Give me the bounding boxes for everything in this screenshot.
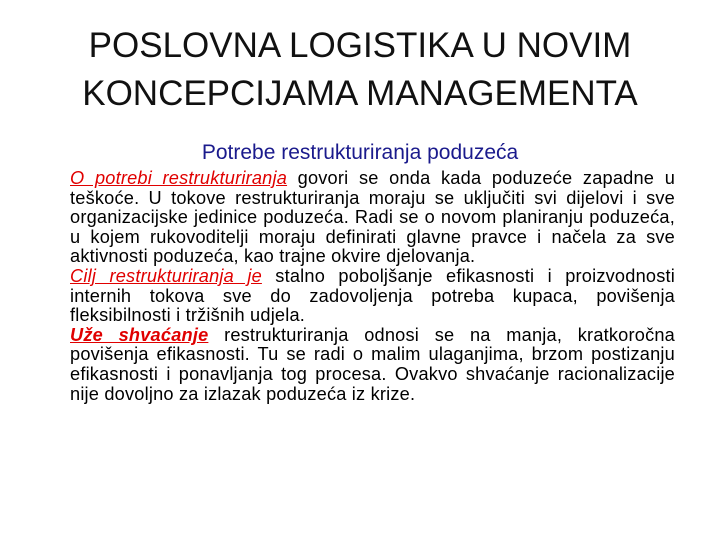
title-line-1: POSLOVNA LOGISTIKA U NOVIM bbox=[88, 26, 632, 65]
paragraph-1-text: govori se onda kada poduzeće zapadne u teškoće. U tokove restrukturiranja moraju se uključiti svi dijelovi i sve organizacijske jedinice poduzeća. Radi se o novom planiranju poduzeća, u kojem rukovoditelji moraju definirati glavne pravce i načela za sve aktivnosti poduzeća, kao trajne okvire djelovanja. bbox=[70, 168, 676, 267]
paragraph-2-text: stalno poboljšanje efikasnosti i proizvodnosti internih tokova sve do zadovoljenja potreba kupaca, povišenja fleksibilnosti i tržišnih udjela. bbox=[70, 265, 675, 326]
paragraph-1-lead: O potrebi restrukturiranja bbox=[70, 168, 288, 188]
paragraph-3-text: restrukturiranja odnosi se na manja, kratkoročna povišenja efikasnosti. Tu se radi o malim ulaganjima, brzom postizanju efikasnosti i ponavljanja tog procesa. Ovakvo shvaćanje racionalizacije nije dovoljno za izlazak poduzeća iz krize. bbox=[70, 324, 675, 404]
slide-body bbox=[70, 169, 675, 404]
paragraph-2 bbox=[70, 267, 675, 326]
slide-title bbox=[40, 22, 680, 118]
paragraph-3-lead: Uže shvaćanje bbox=[70, 324, 209, 345]
paragraph-2-lead: Cilj restrukturiranja je bbox=[70, 265, 262, 286]
title-line-2: KONCEPCIJAMA MANAGEMENTA bbox=[82, 74, 638, 113]
slide-subtitle: Potrebe restrukturiranja poduzeća bbox=[201, 141, 519, 164]
paragraph-1 bbox=[70, 169, 675, 267]
paragraph-3 bbox=[70, 326, 675, 404]
